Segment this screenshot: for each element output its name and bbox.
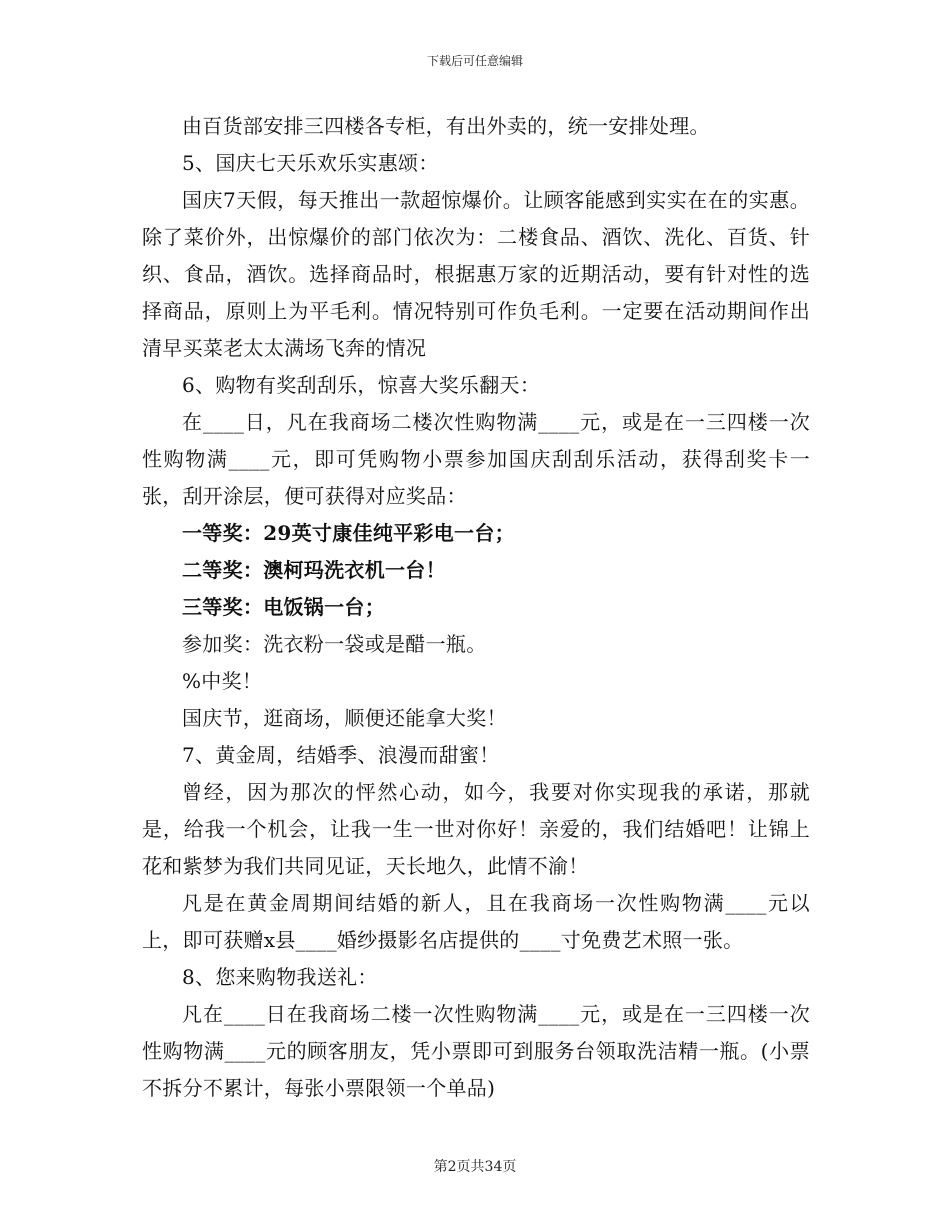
paragraph: 国庆7天假，每天推出一款超惊爆价。让顾客能感到实实在在的实惠。除了菜价外，出惊爆价的部门依次为：二楼食品、酒饮、洗化、百货、针织、食品，酒饮。选择商品时，根据惠万家的近期活动，要有针对性的选择商品，原则上为平毛利。情况特别可作负毛利。一定要在活动期间作出清早买菜老太太满场飞奔的情况 xyxy=(142,188,810,360)
prize-third: 三等奖：电饭锅一台； xyxy=(182,595,385,619)
section-heading: 6、购物有奖刮刮乐，惊喜大奖乐翻天： xyxy=(182,373,541,397)
paragraph: 在____日，凡在我商场二楼次性购物满____元，或是在一三四楼一次性购物满____元，即可凭购物小票参加国庆刮刮乐活动，获得刮奖卡一张，刮开涂层，便可获得对应奖品： xyxy=(142,410,810,508)
prize-second: 二等奖：澳柯玛洗衣机一台！ xyxy=(182,558,446,582)
paragraph: 凡是在黄金周期间结婚的新人，且在我商场一次性购物满____元以上，即可获赠x县____婚纱摄影名店提供的____寸免费艺术照一张。 xyxy=(142,891,810,952)
paragraph: 凡在____日在我商场二楼一次性购物满____元，或是在一三四楼一次性购物满____元的顾客朋友，凭小票即可到服务台领取洗洁精一瓶。(小票不拆分不累计，每张小票限领一个单品) xyxy=(142,1002,810,1100)
prize-participation: 参加奖：洗衣粉一袋或是醋一瓶。 xyxy=(182,632,487,656)
section-heading: 8、您来购物我送礼： xyxy=(182,965,378,989)
paragraph: 国庆节，逛商场，顺便还能拿大奖！ xyxy=(182,706,507,730)
document-body xyxy=(142,108,810,1107)
paragraph: 由百货部安排三四楼各专柜，有出外卖的，统一安排处理。 xyxy=(182,114,710,138)
page-header: 下载后可任意编辑 xyxy=(426,54,523,68)
prize-first: 一等奖：29英寸康佳纯平彩电一台； xyxy=(182,521,515,545)
paragraph: %中奖！ xyxy=(182,669,263,693)
paragraph: 曾经，因为那次的怦然心动，如今，我要对你实现我的承诺，那就是，给我一个机会，让我一生一世对你好！亲爱的，我们结婚吧！让锦上花和紫梦为我们共同见证，天长地久，此情不渝！ xyxy=(142,780,810,878)
page-footer: 第2页共34页 xyxy=(433,1159,517,1175)
section-heading: 7、黄金周，结婚季、浪漫而甜蜜！ xyxy=(182,743,500,767)
section-heading: 5、国庆七天乐欢乐实惠颂： xyxy=(182,151,439,175)
